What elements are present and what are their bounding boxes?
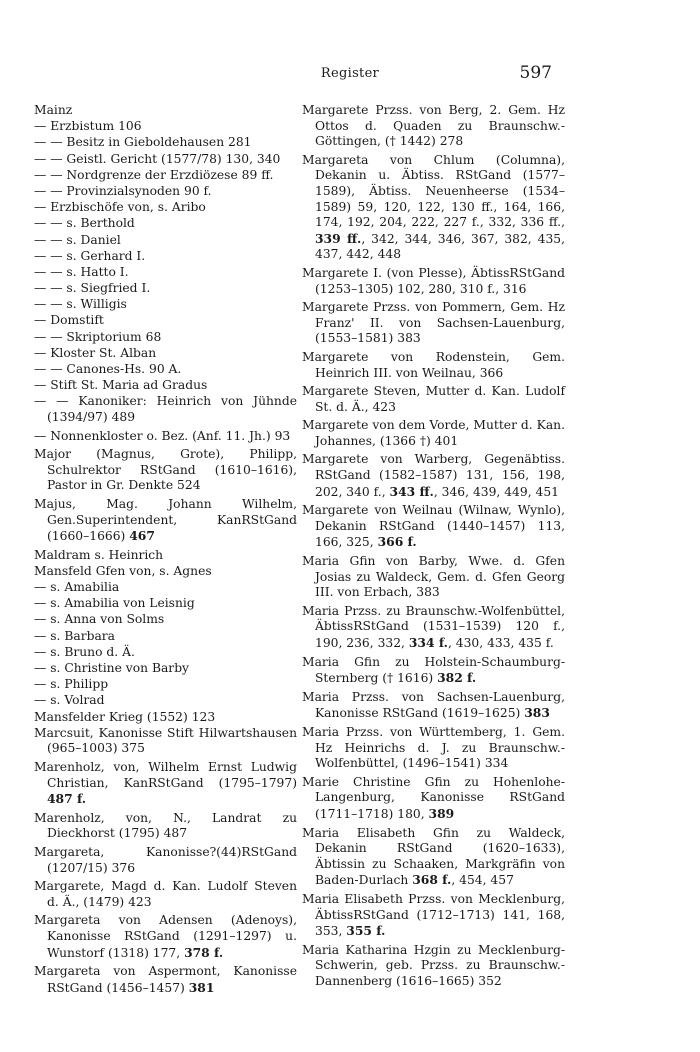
- index-entry: — — Besitz in Gieboldehausen 281: [34, 135, 252, 150]
- index-entry: Marie Christine Gfin zu Hohenlohe-Langenburg, Kanonisse RStGand (1711–1718) 180, 389: [302, 774, 565, 821]
- index-entry: Majus, Mag. Johann Wilhelm, Gen.Superintendent, KanRStGand (1660–1666) 467: [34, 496, 297, 544]
- running-head: [0, 63, 700, 86]
- index-entry: Margarete Steven, Mutter d. Kan. Ludolf St. d. Ä., 423: [302, 384, 565, 414]
- index-entry: Margareta von Chlum (Columna), Dekanin u. Äbtiss. RStGand (1577–1589), Äbtiss. Neuenheerse (1534–1589) 59, 120, 122, 130 ff., 164, 166, 174, 192, 204, 222, 227 f., 332, 336 ff., 339 ff., 342, 344, 346, 367, 382, 435, 437, 442, 448: [302, 152, 566, 262]
- index-entry: Margarete Przss. von Berg, 2. Gem. Hz Ottos d. Quaden zu Braunschw.-Göttingen, († 1442) 278: [302, 103, 565, 149]
- index-entry: — — Provinzialsynoden 90 f.: [34, 183, 212, 198]
- index-entry: — s. Bruno d. Ä.: [34, 644, 135, 659]
- index-entry: — — Skriptorium 68: [34, 329, 162, 344]
- index-entry: — s. Amabilia: [34, 580, 120, 595]
- index-entry: Maria Przss. von Sachsen-Lauenburg, Kanonisse RStGand (1619–1625) 383: [302, 689, 565, 721]
- index-column-right: [302, 103, 565, 992]
- index-entry: — — s. Willigis: [34, 297, 127, 312]
- index-entry: — — s. Gerhard I.: [34, 248, 146, 263]
- index-entry: — — s. Siegfried I.: [34, 281, 151, 296]
- index-entry: — Erzbischöfe von, s. Aribo: [34, 200, 206, 215]
- index-entry: Mansfelder Krieg (1552) 123: [34, 709, 216, 724]
- index-entry: — s. Amabilia von Leisnig: [34, 596, 195, 611]
- index-entry: Marenholz, von, N., Landrat zu Dieckhorst (1795) 487: [34, 810, 297, 841]
- index-entry: Margareta, Kanonisse?(44)RStGand (1207/15) 376: [34, 844, 297, 875]
- index-entry: — Stift St. Maria ad Gradus: [34, 378, 208, 393]
- index-entry: Mainz: [34, 103, 73, 117]
- index-entry: Maldram s. Heinrich: [34, 547, 164, 562]
- index-column-left: [34, 103, 297, 999]
- index-entry: — — s. Daniel: [34, 232, 121, 247]
- index-entry: — s. Barbara: [34, 628, 115, 643]
- index-entry: Mansfeld Gfen von, s. Agnes: [34, 563, 212, 578]
- index-entry: — s. Christine von Barby: [34, 661, 190, 676]
- index-entry: — — Canones-Hs. 90 A.: [34, 362, 182, 376]
- page-title: Register: [320, 66, 380, 81]
- index-entry: Maria Przss. zu Braunschw.-Wolfenbüttel, ÄbtissRStGand (1531–1539) 120 f., 190, 236, 332, 334 f., 430, 433, 435 f.: [302, 603, 565, 650]
- index-entry: — — Nordgrenze der Erzdiözese 89 ff.: [34, 167, 274, 182]
- index-entry: Maria Elisabeth Przss. von Mecklenburg, ÄbtissRStGand (1712–1713) 141, 168, 353, 355 f.: [302, 891, 565, 939]
- page-number: 597: [519, 63, 552, 83]
- index-entry: Maria Gfin zu Holstein-Schaumburg-Sternberg († 1616) 382 f.: [302, 654, 565, 686]
- index-entry: — — s. Hatto I.: [34, 264, 129, 279]
- index-entry: Margarete von Rodenstein, Gem. Heinrich III. von Weilnau, 366: [302, 349, 565, 380]
- index-entry: Margareta von Aspermont, Kanonisse RStGand (1456–1457) 381: [34, 964, 297, 995]
- index-entry: — Kloster St. Alban: [34, 345, 157, 360]
- index-entry: Maria Przss. von Württemberg, 1. Gem. Hz Heinrichs d. J. zu Braunschw.-Wolfenbüttel, (1496–1541) 334: [302, 724, 565, 771]
- index-entry: — s. Philipp: [34, 677, 109, 692]
- index-entry: — — Kanoniker: Heinrich von Jühnde (1394/97) 489: [34, 394, 297, 424]
- index-entry: Maria Katharina Hzgin zu Mecklenburg-Schwerin, geb. Przss. zu Braunschw.-Dannenberg (1616–1665) 352: [302, 942, 565, 988]
- index-entry: Maria Gfin von Barby, Wwe. d. Gfen Josias zu Waldeck, Gem. d. Gfen Georg III. von Erbach, 383: [302, 554, 565, 600]
- index-entry: Margarete von Weilnau (Wilnaw, Wynlo), Dekanin RStGand (1440–1457) 113, 166, 325, 366 f.: [302, 503, 565, 550]
- index-entry: — s. Anna von Solms: [34, 612, 165, 627]
- index-entry: — Nonnenkloster o. Bez. (Anf. 11. Jh.) 93: [34, 428, 291, 443]
- index-entry: Major (Magnus, Grote), Philipp, Schulrektor RStGand (1610–1616), Pastor in Gr. Denkte 524: [34, 447, 297, 493]
- index-entry: — Erzbistum 106: [34, 119, 142, 134]
- index-entry: — s. Volrad: [34, 693, 105, 708]
- index-entry: Marcsuit, Kanonisse Stift Hilwartshausen (965–1003) 375: [34, 725, 297, 756]
- index-entry: Margarete, Magd d. Kan. Ludolf Steven d. Ä., (1479) 423: [34, 879, 297, 909]
- index-entry: — — Geistl. Gericht (1577/78) 130, 340: [34, 151, 281, 166]
- index-entry: Margarete von Warberg, Gegenäbtiss. RStGand (1582–1587) 131, 156, 198, 202, 340 f., 343 ff., 346, 439, 449, 451: [302, 452, 565, 499]
- index-entry: Margarete von dem Vorde, Mutter d. Kan. Johannes, (1366 †) 401: [302, 418, 565, 448]
- index-entry: Marenholz, von, Wilhelm Ernst Ludwig Christian, KanRStGand (1795–1797) 487 f.: [34, 759, 297, 807]
- index-entry: — — s. Berthold: [34, 216, 135, 231]
- index-entry: Margarete Przss. von Pommern, Gem. Hz Franz' II. von Sachsen-Lauenburg, (1553–1581) 383: [302, 300, 565, 346]
- index-entry: Maria Elisabeth Gfin zu Waldeck, Dekanin RStGand (1620–1633), Äbtissin zu Schaaken, Markgräfin von Baden-Durlach 368 f., 454, 457: [302, 825, 565, 888]
- index-entry: Margareta von Adensen (Adenoys), Kanonisse RStGand (1291–1297) u. Wunstorf (1318) 177, 378 f.: [34, 913, 297, 960]
- index-entry: Margarete I. (von Plesse), ÄbtissRStGand (1253–1305) 102, 280, 310 f., 316: [302, 265, 565, 296]
- index-entry: — Domstift: [34, 313, 104, 328]
